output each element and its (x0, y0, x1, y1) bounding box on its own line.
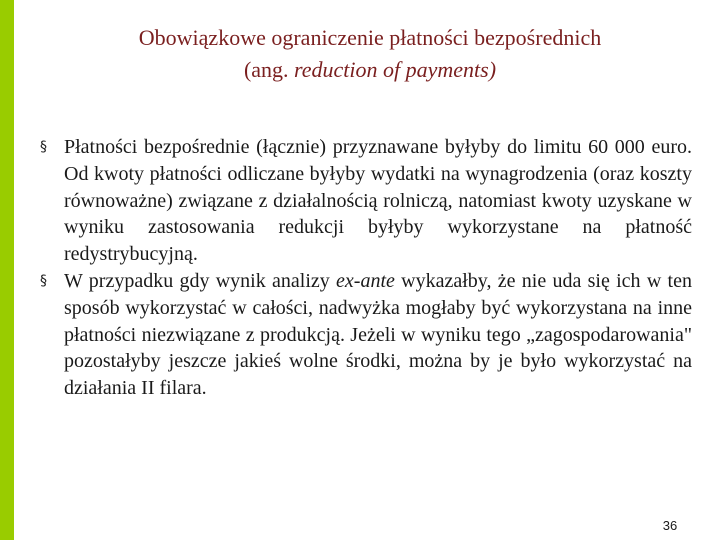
bullet-2-text-after: wykazałby, że nie uda się ich w ten sposób wykorzystać w całości, nadwyżka mogłaby być wykorzystana na inne płatności niezwiązane z produkcją. Jeżeli w wyniku tego „zagospodarowania" pozostałyby jeszcze jakieś wolne środki, można by je było wykorzystać na działania II filara. (64, 269, 692, 400)
page-number: 36 (662, 518, 678, 533)
title-line-1: Obowiązkowe ograniczenie płatności bezpośrednich (138, 25, 602, 50)
bullet-1-text: Płatności bezpośrednie (łącznie) przyznawane byłyby do limitu 60 000 euro. Od kwoty płatności odliczane byłyby wydatki na wynagrodzenia (oraz koszty równoważne) związane z działalnością rolniczą, natomiast kwoty uzyskane w wyniku zastosowania redukcji byłyby wykorzystane na płatność redystrybucyjną. (64, 136, 692, 266)
bullet-marker-icon: § (40, 272, 47, 289)
bullet-marker-icon: § (40, 139, 47, 155)
bullet-item-2 (40, 268, 692, 402)
title-line-2-italic: reduction of payments) (294, 57, 497, 82)
slide-title (60, 22, 680, 86)
bullet-2-text-before: W przypadku gdy wynik analizy (64, 269, 337, 292)
title-line-2-prefix: (ang. (243, 57, 295, 82)
title-line-2 (60, 54, 680, 86)
bullet-list (40, 134, 692, 402)
bullet-item-1 (40, 134, 692, 268)
bullet-2-text-italic: ex-ante (336, 269, 395, 292)
accent-bar (0, 0, 14, 540)
